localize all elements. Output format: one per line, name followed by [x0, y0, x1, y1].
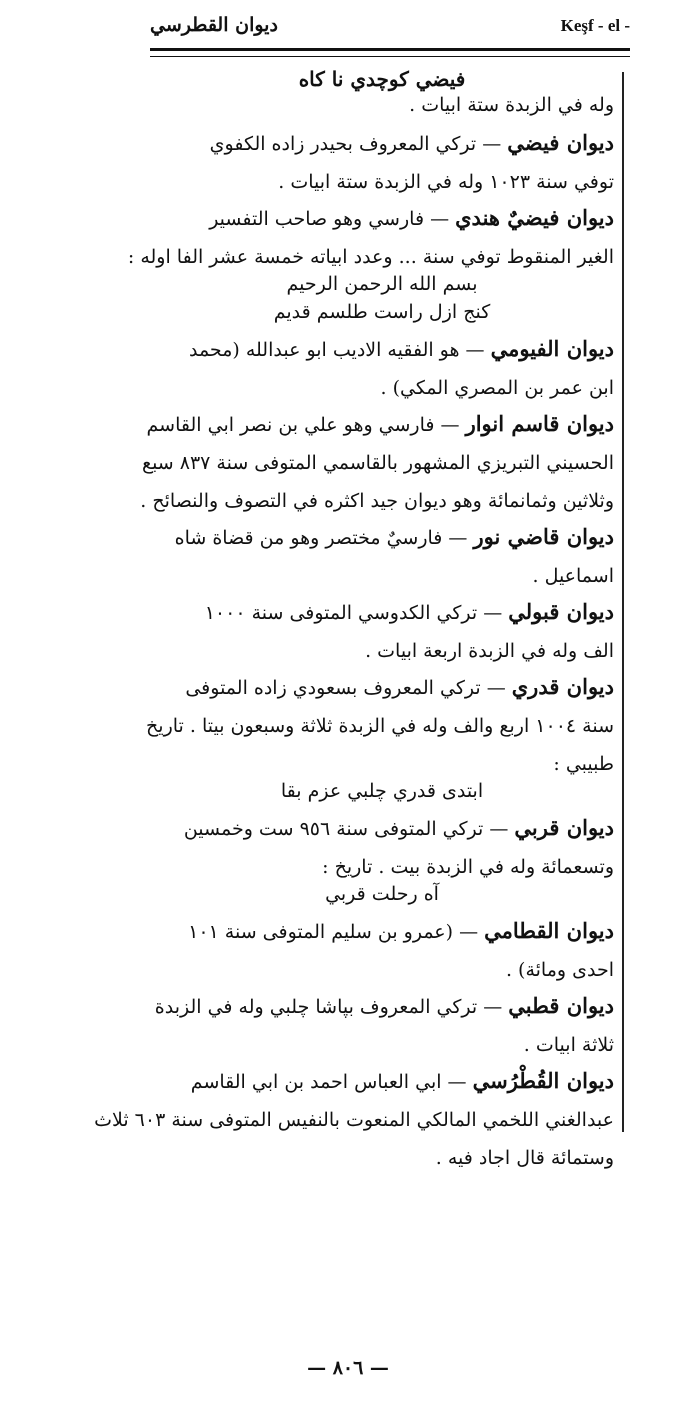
entry-first-line [150, 1068, 614, 1095]
entry-text: — تركي المتوفى سنة ٩٥٦ ست وخمسين [183, 818, 515, 840]
header-rule-thin [150, 56, 630, 57]
entry-text: — فارسيٌ مختصر وهو من قضاة شاه [174, 527, 474, 549]
entry-line: وستمائة قال اجاد فيه . [435, 1147, 614, 1169]
entry-first-line [150, 599, 614, 626]
entry-text: — هو الفقيه الاديب ابو عبدالله (محمد [188, 339, 491, 361]
entry-heading: ديوان قربي [514, 815, 614, 840]
diwan-entry [150, 130, 614, 195]
diwan-entry [150, 815, 614, 908]
entry-first-line [150, 815, 614, 842]
entry-heading: ديوان القطامي [484, 918, 614, 943]
poem-line: بسم الله الرحمن الرحيم [286, 273, 478, 295]
entry-heading: ديوان قاسم انوار [465, 411, 614, 436]
entry-heading: ديوان القُطْرُسي [472, 1068, 614, 1093]
entry-heading: ديوان قبولي [508, 599, 614, 624]
entry-heading: ديوان قاضي نور [473, 524, 614, 549]
entry-text: — فارسي وهو صاحب التفسير [209, 208, 456, 230]
diwan-entry [94, 1068, 614, 1171]
entry-line: الحسيني التبريزي المشهور بالقاسمي المتوفى سنة ٨٣٧ سبع [141, 452, 614, 474]
entry-line: طبيبي : [553, 753, 614, 775]
entry-line: احدى ومائة) . [505, 959, 614, 981]
diwan-entry [150, 336, 614, 401]
poem-line: كنج ازل راست طلسم قديم [273, 301, 491, 323]
entry-first-line [150, 205, 614, 232]
entry-text: — تركي المعروف بپاشا چلبي وله في الزبدة [154, 996, 509, 1018]
entry-first-line [150, 674, 614, 701]
entry-line: عبدالغني اللخمي المالكي المنعوت بالنفيس المتوفى سنة ٦٠٣ ثلاث [94, 1109, 614, 1131]
entry-first-line [150, 130, 614, 157]
diwan-entry [140, 411, 614, 514]
diwan-entry [150, 993, 614, 1058]
diwan-entry [146, 674, 614, 805]
entry-line: اسماعيل . [532, 565, 614, 587]
entry-heading: ديوان فيضي [507, 130, 614, 155]
entry-line: ابن عمر بن المصري المكي) . [380, 377, 614, 399]
entry-line: توفي سنة ١٠٢٣ وله في الزبدة ستة ابيات . [278, 171, 614, 193]
entry-first-line [150, 993, 614, 1020]
entry-first-line [150, 918, 614, 945]
page-header [150, 14, 630, 44]
entry-text: — تركي المعروف بسعودي زاده المتوفى [185, 677, 512, 699]
running-latin-title: Keşf - el - [560, 16, 630, 35]
page-number: — ٨٠٦ — [307, 1357, 389, 1379]
intro-line: وله في الزبدة ستة ابيات . [409, 94, 614, 116]
page-body [94, 66, 614, 1181]
margin-rule [622, 72, 624, 1132]
entry-first-line [146, 411, 614, 438]
entry-line: ثلاثة ابيات . [523, 1034, 614, 1056]
entry-first-line [150, 336, 614, 363]
entry-heading: ديوان قطبي [508, 993, 614, 1018]
diwan-entry [150, 599, 614, 664]
poem-line: ابتدى قدري چلبي عزم بقا [280, 780, 484, 802]
entry-heading: ديوان الفيومي [490, 336, 614, 361]
entries-list [94, 130, 614, 1171]
intro-title: فيضي كوچدي نا كاه [298, 67, 466, 91]
header-rule-thick [150, 48, 630, 51]
entry-heading: ديوان قدري [511, 674, 614, 699]
entry-text: — تركي المعروف بحيدر زاده الكفوي [209, 133, 508, 155]
entry-line: سنة ١٠٠٤ اربع والف وله في الزبدة ثلاثة وسبعون بيتا . تاريخ [146, 715, 614, 737]
poem-line: آه رحلت قربي [325, 883, 439, 905]
entry-heading: ديوان فيضيٌ هندي [455, 205, 614, 230]
entry-line: وتسعمائة وله في الزبدة بيت . تاريخ : [322, 856, 614, 878]
entry-first-line [150, 524, 614, 551]
entry-line: الغير المنقوط توفي سنة ... وعدد ابياته خمسة عشر الفا اوله : [127, 246, 614, 268]
diwan-entry [150, 524, 614, 589]
entry-text: — تركي الكدوسي المتوفى سنة ١٠٠٠ [204, 602, 509, 624]
running-title: ديوان القطرسي [150, 14, 278, 36]
entry-text: — ابي العباس احمد بن ابي القاسم [190, 1071, 473, 1093]
diwan-entry [150, 918, 614, 983]
entry-text: — (عمرو بن سليم المتوفى سنة ١٠١ [188, 921, 485, 943]
entry-line: الف وله في الزبدة اربعة ابيات . [365, 640, 614, 662]
entry-line: وثلاثين وثمانمائة وهو ديوان جيد اكثره في التصوف والنصائح . [140, 490, 614, 512]
diwan-entry [127, 205, 614, 326]
entry-text: — فارسي وهو علي بن نصر ابي القاسم [146, 414, 466, 436]
